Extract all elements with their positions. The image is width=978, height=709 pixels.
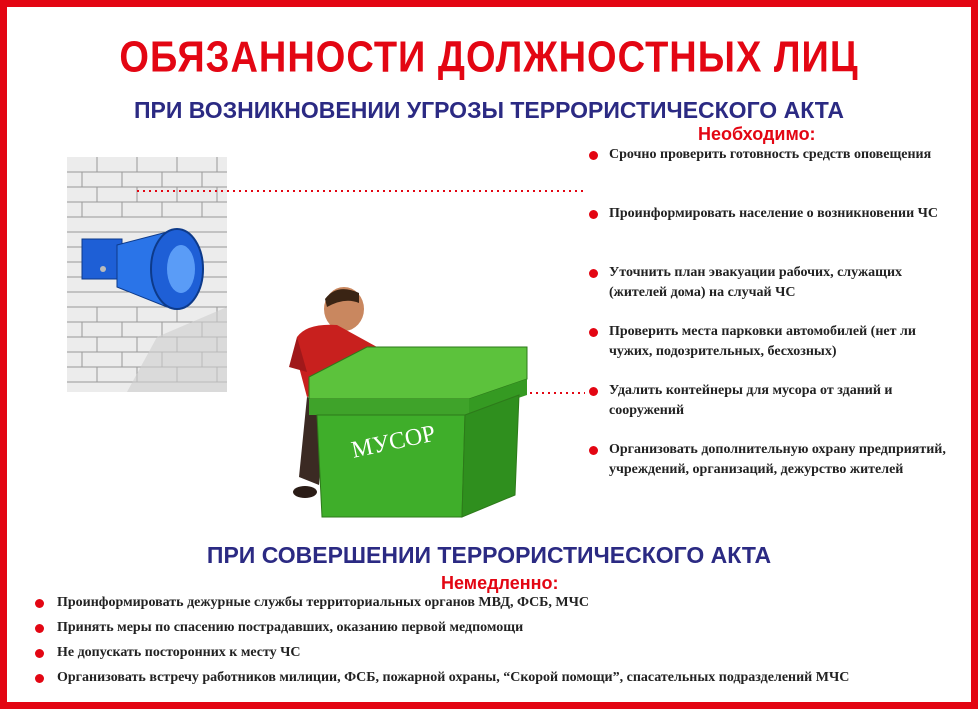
- list-item-text: Уточнить план эвакуации рабочих, служащих (жителей дома) на случай ЧС: [609, 265, 903, 300]
- list-item: [587, 322, 947, 381]
- bullet-icon: [589, 446, 598, 455]
- list-item: [33, 643, 963, 668]
- list-item: [587, 145, 947, 204]
- list-item-text: Принять меры по спасению пострадавших, оказанию первой медпомощи: [57, 620, 524, 635]
- list-item-text: Проверить места парковки автомобилей (нет ли чужих, подозрительных, бесхозных): [609, 324, 916, 359]
- list-item-text: Срочно проверить готовность средств оповещения: [609, 147, 932, 162]
- label-immediately: Немедленно:: [441, 573, 559, 593]
- bullet-icon: [35, 599, 44, 608]
- bullet-icon: [589, 328, 598, 337]
- section-title-act: ПРИ СОВЕРШЕНИИ ТЕРРОРИСТИЧЕСКОГО АКТА: [206, 542, 772, 568]
- list-item: [587, 263, 947, 322]
- page-title: ОБЯЗАННОСТИ ДОЛЖНОСТНЫХ ЛИЦ: [119, 33, 859, 83]
- list-item-text: Проинформировать население о возникновении ЧС: [609, 206, 939, 221]
- list-item-text: Организовать встречу работников милиции, ФСБ, пожарной охраны, “Скорой помощи”, спасательных подразделений МЧС: [57, 670, 850, 685]
- bullet-icon: [35, 649, 44, 658]
- list-item-text: Удалить контейнеры для мусора от зданий и сооружений: [609, 383, 893, 418]
- bullet-icon: [35, 624, 44, 633]
- label-necessary: Необходимо:: [698, 124, 816, 144]
- act-list: [33, 593, 963, 693]
- list-item: [33, 618, 963, 643]
- bin-label: МУСОР: [349, 420, 438, 464]
- bullet-icon: [589, 269, 598, 278]
- list-item-text: Не допускать посторонних к месту ЧС: [57, 645, 301, 660]
- bullet-icon: [35, 674, 44, 683]
- trash-bin: [309, 347, 527, 517]
- section-title-threat: ПРИ ВОЗНИКНОВЕНИИ УГРОЗЫ ТЕРРОРИСТИЧЕСКОГО АКТА: [133, 97, 845, 123]
- list-item: [587, 440, 947, 502]
- bullet-icon: [589, 210, 598, 219]
- list-item-text: Проинформировать дежурные службы территориальных органов МВД, ФСБ, МЧС: [57, 595, 590, 610]
- bullet-icon: [589, 151, 598, 160]
- list-item: [33, 593, 963, 618]
- list-item-text: Организовать дополнительную охрану предприятий, учреждений, организаций, дежурство жителей: [609, 442, 946, 477]
- threat-list: [587, 145, 947, 502]
- list-item: [587, 204, 947, 263]
- list-item: [33, 668, 963, 693]
- bullet-icon: [589, 387, 598, 396]
- list-item: [587, 381, 947, 440]
